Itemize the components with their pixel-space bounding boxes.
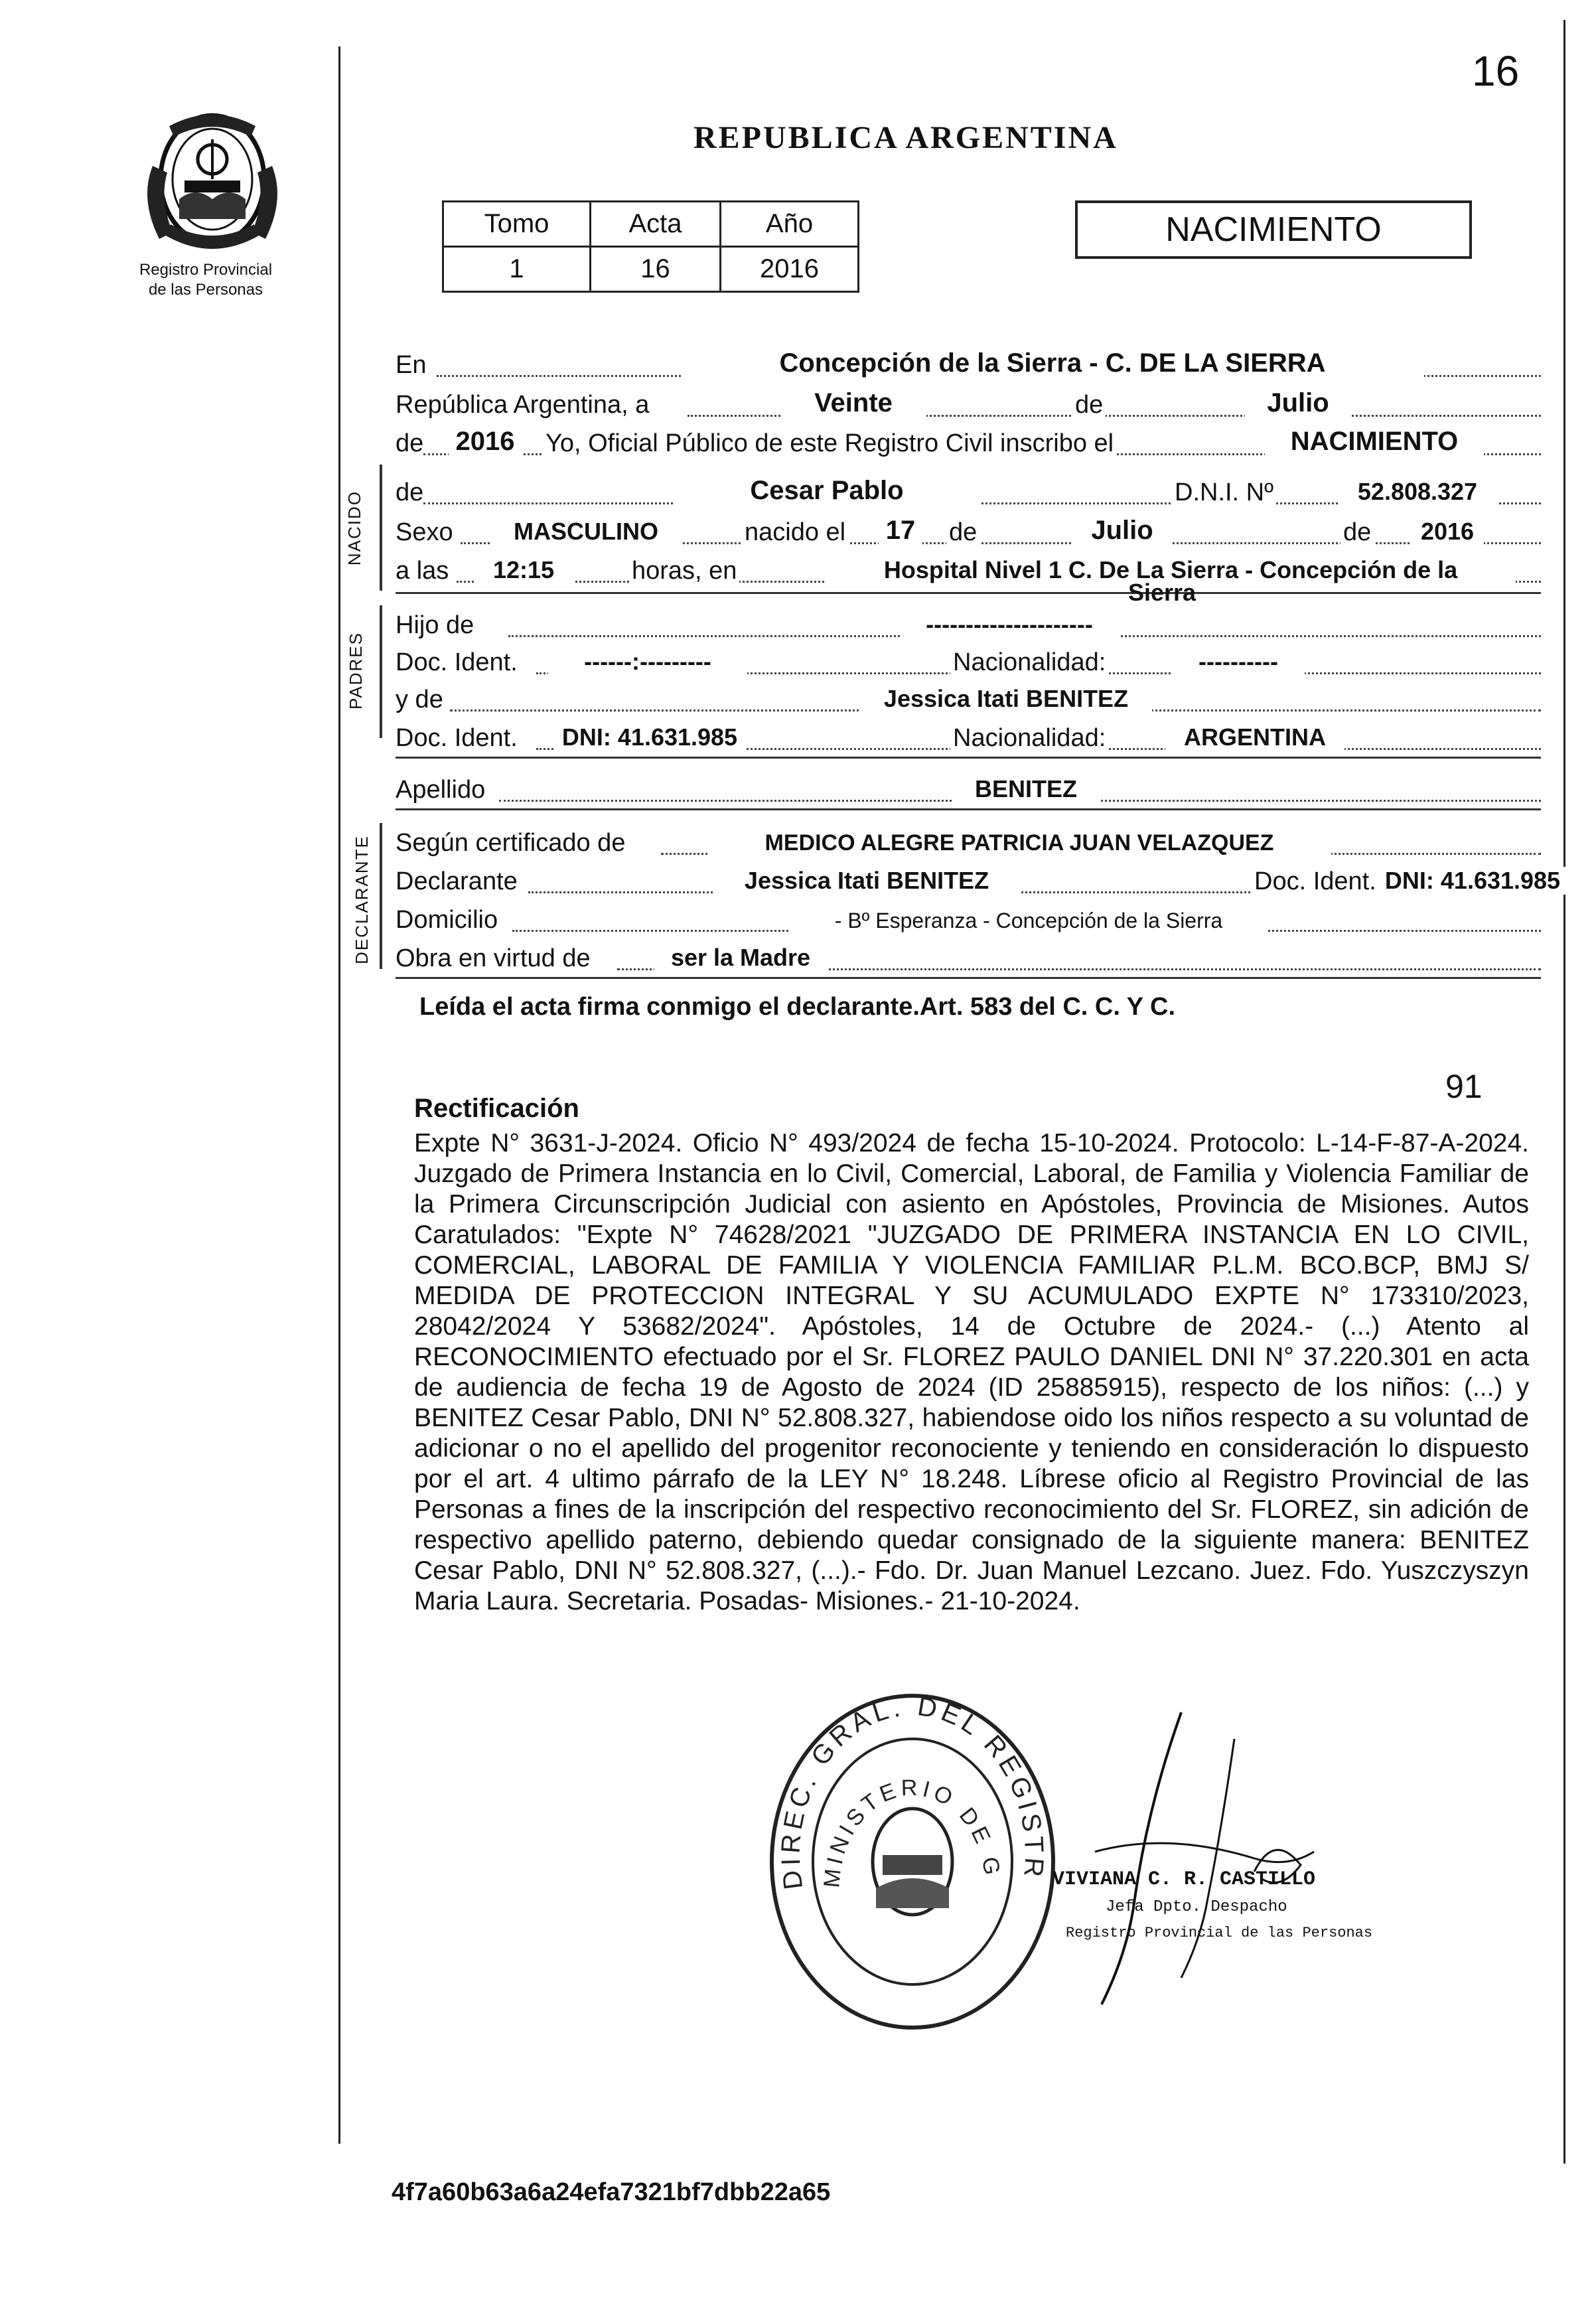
value-father-nationality: ----------: [1172, 648, 1305, 676]
table-header-acta: Acta: [591, 202, 721, 247]
separator-declarante: [396, 977, 1541, 979]
table-value-anio: 2016: [721, 247, 859, 292]
label-horas-en: horas, en: [629, 557, 739, 585]
value-sex: MASCULINO: [490, 518, 682, 546]
value-place: Concepción de la Sierra - C. DE LA SIERRA: [681, 348, 1424, 378]
label-de3: de: [396, 479, 424, 506]
stamp-outer-text: DIREC. GRAL. DEL REGISTR: [776, 1691, 1049, 1892]
table-header-tomo: Tomo: [443, 202, 591, 247]
nacido-side-bar: [380, 465, 382, 591]
signature-org: Registro Provincial de las Personas: [1066, 1925, 1373, 1941]
record-table: [442, 200, 859, 293]
value-father-doc: ------:---------: [548, 648, 747, 676]
label-nacionalidad2: Nacionalidad:: [950, 724, 1108, 753]
signature-name: VIVIANA C. R. CASTILLO: [1052, 1868, 1316, 1891]
official-stamp: [763, 1689, 1062, 2034]
closing-statement: Leída el acta firma conmigo el declarante.Art. 583 del C. C. Y C.: [419, 993, 1175, 1021]
form-row-father: [396, 605, 1541, 642]
value-mother-nationality: ARGENTINA: [1165, 723, 1344, 751]
separator-apellido: [396, 808, 1541, 810]
form-row-birth-date: [396, 512, 1541, 550]
value-mother-name: Jessica Itati BENITEZ: [860, 685, 1152, 713]
value-address: - Bº Esperanza - Concepción de la Sierra: [790, 909, 1268, 933]
padres-side-bar: [380, 605, 382, 738]
table-header-anio: Año: [721, 202, 859, 247]
form-row-father-doc: [396, 642, 1541, 680]
province-emblem-logo: [133, 106, 292, 259]
rectification-body: Expte N° 3631-J-2024. Oficio N° 493/2024 de fecha 15-10-2024. Protocolo: L-14-F-87-A-2024. Juzgado de Primera Instancia en lo Civil, Comercial, Laboral, de Familia y Violencia Familiar de la Primera Circunscripción Judicial con asiento en Apóstoles, Provincia de Misiones. Autos Caratulados: "Expte N° 74628/2021 "JUZGADO DE PRIMERA INSTANCIA EN LO CIVIL, COMERCIAL, LABORAL DE FAMILIA Y VIOLENCIA FAMILIAR P.L.M. BCO.BCP, BMJ S/ MEDIDA DE PROTECCION INTEGRAL Y SU ACUMULADO EXPTE N° 173310/2023, 28042/2024 Y 53682/2024". Apóstoles, 14 de Octubre de 2024.- (...) Atento al RECONOCIMIENTO efectuado por el Sr. FLOREZ PAULO DANIEL DNI N° 37.220.301 en acta de audiencia de fecha 19 de Agosto de 2024 (ID 25885915), respecto de los niños: (...) y BENITEZ Cesar Pablo, DNI N° 52.808.327, habiendose oido los niños respecto a su voluntad de adicionar o no el apellido del progenitor reconociente y teniendo en consideración lo dispuesto por el art. 4 ultimo párrafo de la LEY N° 18.248. Líbrese oficio al Registro Provincial de las Personas a fines de la inscripción del respectivo reconocimiento del Sr. FLOREZ, sin adición de respectivo apellido paterno, debiendo quedar consignado de la siguiente manera: BENITEZ Cesar Pablo, DNI N° 52.808.327, (...).- Fdo. Dr. Juan Manuel Lezcano. Juez. Fdo. Yuszczyszyn Maria Laura. Secretaria. Posadas- Misiones.- 21-10-2024.: [414, 1129, 1529, 1615]
label-hijo-de: Hijo de: [396, 611, 474, 639]
form-row-date: [396, 385, 1541, 422]
label-certificado: Según certificado de: [396, 829, 626, 857]
label-de5: de: [1341, 518, 1374, 547]
registry-label-line2: de las Personas: [148, 281, 263, 299]
value-acting-as: ser la Madre: [654, 944, 827, 972]
value-father-name: ---------------------: [900, 611, 1119, 638]
rectification-number: 91: [1445, 1068, 1483, 1105]
form-row-address: [396, 900, 1541, 937]
label-nacido-el: nacido el: [742, 518, 848, 547]
separator-padres: [396, 757, 1541, 759]
label-doc-ident3: Doc. Ident.: [1252, 867, 1379, 896]
form-row-inscription: [396, 423, 1541, 461]
table-value-acta: 16: [591, 247, 721, 292]
label-de2: de: [396, 429, 424, 457]
value-birth-time: 12:15: [474, 556, 573, 584]
right-margin-line: [1563, 20, 1565, 2164]
label-obra: Obra en virtud de: [396, 944, 591, 972]
form-row-mother: [396, 680, 1541, 717]
value-declarant: Jessica Itati BENITEZ: [714, 867, 1019, 895]
label-dni: D.N.I. Nº: [1172, 479, 1276, 507]
label-de4: de: [946, 518, 979, 547]
separator-nacido: [396, 592, 1541, 594]
label-nacionalidad: Nacionalidad:: [950, 648, 1108, 677]
label-doc-ident: Doc. Ident.: [396, 648, 518, 676]
label-de: de: [1072, 391, 1106, 419]
label-declarante: Declarante: [396, 867, 518, 895]
rectification-title: Rectificación: [414, 1094, 579, 1123]
label-y-de: y de: [396, 686, 443, 713]
form-row-birth-place: [396, 551, 1541, 588]
label-domicilio: Domicilio: [396, 906, 498, 934]
value-certifier: MEDICO ALEGRE PATRICIA JUAN VELAZQUEZ: [707, 830, 1331, 856]
label-inscribo: Yo, Oficial Público de este Registro Civil inscribo el: [543, 429, 1116, 458]
value-birth-place-line1: Hospital Nivel 1 C. De La Sierra - Concepción de la: [826, 556, 1516, 584]
form-row-place: [396, 345, 1541, 382]
label-doc-ident2: Doc. Ident.: [396, 724, 518, 752]
signature-title: Jefa Dpto. Despacho: [1106, 1898, 1287, 1916]
registry-label: [119, 260, 292, 300]
value-year: 2016: [449, 427, 522, 457]
value-act-type: NACIMIENTO: [1265, 427, 1484, 457]
value-birth-month: Julio: [1072, 516, 1172, 546]
form-row-acting-as: [396, 938, 1541, 976]
left-margin-line: [338, 46, 340, 2144]
value-surname: BENITEZ: [953, 775, 1099, 803]
table-value-tomo: 1: [443, 247, 591, 292]
form-row-mother-doc: [396, 718, 1541, 755]
value-child-name: Cesar Pablo: [674, 476, 979, 506]
label-en: En: [396, 351, 427, 379]
registry-label-line1: Registro Provincial: [139, 261, 273, 279]
value-birth-day: 17: [879, 516, 922, 546]
value-birth-place-line2: Sierra: [1128, 579, 1197, 606]
stamp-inner-text: MINISTERIO DE G: [819, 1775, 1005, 1889]
value-birth-year: 2016: [1411, 518, 1484, 546]
padres-side-label: PADRES: [346, 632, 366, 709]
value-month: Julio: [1245, 388, 1351, 418]
form-row-declarant: [396, 861, 1561, 899]
form-row-surname: [396, 770, 1541, 807]
record-type-box: NACIMIENTO: [1075, 200, 1472, 259]
record-table-value-row: [443, 247, 859, 292]
value-mother-doc: DNI: 41.631.985: [553, 723, 746, 751]
label-republica: República Argentina, a: [396, 391, 650, 419]
value-child-dni: 52.808.327: [1338, 478, 1497, 506]
label-apellido: Apellido: [396, 776, 486, 804]
handwritten-signature: [1035, 1699, 1407, 2011]
form-row-child-name: [396, 473, 1541, 510]
nacido-side-label: NACIDO: [344, 490, 365, 566]
declarante-side-label: DECLARANTE: [351, 835, 372, 964]
value-day-words: Veinte: [780, 388, 926, 418]
form-row-certificate: [396, 823, 1541, 860]
record-table-header-row: [443, 202, 859, 247]
label-sexo: Sexo: [396, 518, 453, 546]
page-number: 16: [1472, 47, 1520, 95]
declarante-side-bar: [380, 823, 382, 969]
label-a-las: a las: [396, 557, 449, 585]
document-hash: 4f7a60b63a6a24efa7321bf7dbb22a65: [392, 2178, 831, 2206]
value-declarant-doc: DNI: 41.631.985: [1376, 867, 1569, 895]
republic-title: REPUBLICA ARGENTINA: [693, 120, 1118, 155]
